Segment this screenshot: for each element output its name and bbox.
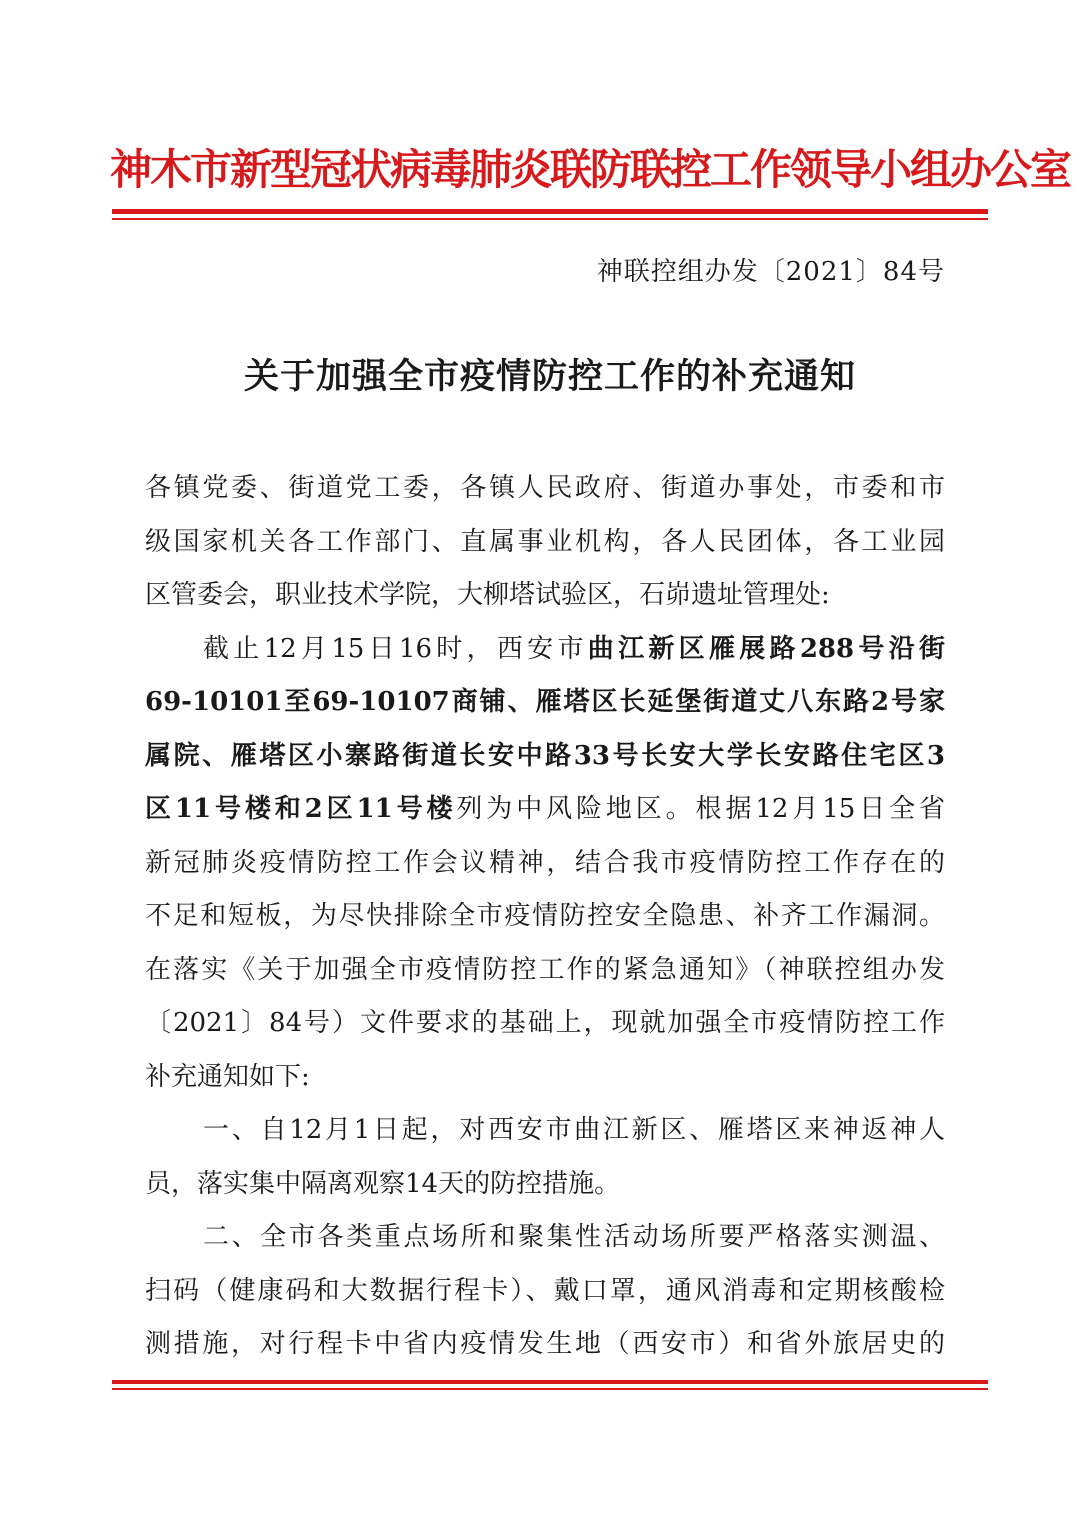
body-line: 二、全市各类重点场所和聚集性活动场所要严格落实测温、 bbox=[203, 1222, 945, 1252]
red-header-rule-thin bbox=[112, 218, 988, 220]
red-footer-rule-thin bbox=[112, 1388, 988, 1390]
body-line: 截止12月15日16时，西安市曲江新区雁展路288号沿街 bbox=[203, 633, 945, 664]
body-line: 〔2021〕84号）文件要求的基础上，现就加强全市疫情防控工作 bbox=[145, 1008, 945, 1038]
body-line: 扫码（健康码和大数据行程卡）、戴口罩，通风消毒和定期核酸检 bbox=[145, 1275, 945, 1306]
document-number: 神联控组办发〔2021〕84号 bbox=[596, 257, 945, 287]
body-line: 不足和短板，为尽快排除全市疫情防控安全隐患、补齐工作漏洞。 bbox=[145, 901, 945, 931]
body-line: 员，落实集中隔离观察14天的防控措施。 bbox=[145, 1168, 621, 1199]
body-line: 一、自12月1日起，对西安市曲江新区、雁塔区来神返神人 bbox=[203, 1115, 945, 1145]
body-line: 69-10101至69-10107商铺、雁塔区长延堡街道丈八东路2号家 bbox=[145, 687, 945, 717]
body-line: 补充通知如下: bbox=[145, 1061, 310, 1092]
body-line: 区管委会，职业技术学院，大柳塔试验区，石峁遗址管理处: bbox=[145, 580, 830, 610]
letterhead-title: 神木市新型冠状病毒肺炎联防联控工作领导小组办公室 bbox=[110, 145, 1071, 194]
body-line: 级国家机关各工作部门、直属事业机构，各人民团体，各工业园 bbox=[145, 526, 945, 557]
body-line: 在落实《关于加强全市疫情防控工作的紧急通知》（神联控组办发 bbox=[145, 954, 945, 985]
body-line: 新冠肺炎疫情防控工作会议精神，结合我市疫情防控工作存在的 bbox=[145, 847, 945, 878]
body-line: 属院、雁塔区小寨路街道长安中路33号长安大学长安路住宅区3 bbox=[145, 740, 945, 771]
body-line: 各镇党委、街道党工委，各镇人民政府、街道办事处，市委和市 bbox=[145, 473, 945, 503]
document-body bbox=[145, 462, 945, 1372]
body-line: 测措施，对行程卡中省内疫情发生地（西安市）和省外旅居史的 bbox=[145, 1329, 945, 1359]
red-footer-rule bbox=[112, 1380, 988, 1384]
red-header-rule bbox=[112, 209, 988, 214]
body-line: 区11号楼和2区11号楼列为中风险地区。根据12月15日全省 bbox=[145, 794, 945, 824]
document-title: 关于加强全市疫情防控工作的补充通知 bbox=[243, 356, 856, 397]
